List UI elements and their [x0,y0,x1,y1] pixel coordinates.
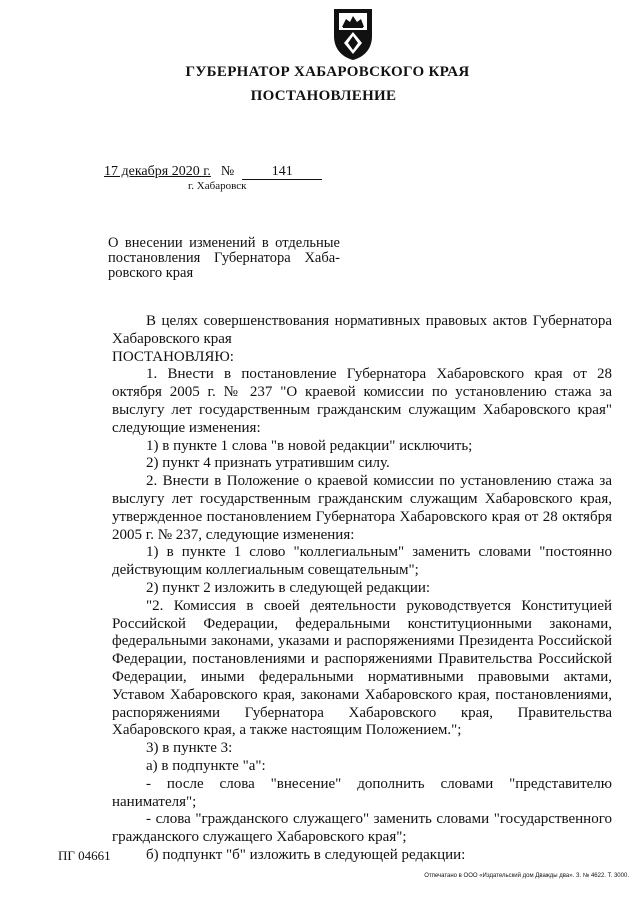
document-body [112,313,612,865]
subject-line: О внесении изменений в отдельные [108,235,340,251]
body-paragraph: 2) пункт 2 изложить в следующей редакции: [146,579,431,596]
document-number: 141 [242,165,322,180]
printer-imprint: Отпечатано в ООО «Издательский дом Дважды два». З. № 4622. Т. 3000. [424,873,629,879]
issue-city: г. Хабаровск [188,180,247,192]
body-paragraph: 3) в пункте 3: [146,740,233,757]
subject-line: постановления Губернатора Хаба- [108,250,340,266]
body-paragraph: - после слова "внесение" дополнить словами "представителю нанимателя"; [112,775,612,810]
body-paragraph: 1) в пункте 1 слово "коллегиальным" заменить словами "постоянно действующим коллегиальным совещательным"; [112,544,612,579]
preamble-paragraph: В целях совершенствования нормативных правовых актов Губернатора Хабаровского края [112,313,612,347]
document-date: 17 декабря 2020 г. [104,164,211,179]
document-subject [108,236,340,281]
requisites-line [104,164,322,180]
subject-line: ровского края [108,265,194,281]
body-paragraph: 2. Внести в Положение о краевой комиссии по установлению стажа за выслугу лет государственным гражданским служащим Хабаровского края, утвержденное постановлением Губернатора Хабаровского края от 28 октября 2005 г. № 237, следующие изменения: [112,473,612,543]
document-code: ПГ 04661 [58,848,111,863]
decree-keyword: ПОСТАНОВЛЯЮ: [112,348,234,365]
body-paragraph: 2) пункт 4 признать утратившим силу. [146,455,390,472]
body-paragraph: "2. Комиссия в своей деятельности руководствуется Конституцией Российской Федерации, федеральными конституционными законами, федеральными законами, указами и распоряжениями Президента Российской Федерации, постановлениями и распоряжениями Правительства Российской Федерации, иными федеральными нормативными правовыми актами, Уставом Хабаровского края, законами Хабаровского края, постановлениями, распоряжениями Губернатора Хабаровского края, Правительства Хабаровского края, а также настоящим Положением."; [112,597,612,739]
body-paragraph: б) подпункт "б" изложить в следующей редакции: [146,846,466,863]
body-paragraph: а) в подпункте "а": [146,757,266,774]
body-paragraph: 1. Внести в постановление Губернатора Хабаровского края от 28 октября 2005 г. № 237 "О краевой комиссии по установлению стажа за выслугу лет государственным гражданским служащим Хабаровского края" следующие изменения: [112,366,612,436]
authority-title: ГУБЕРНАТОР ХАБАРОВСКОГО КРАЯ [185,64,470,80]
body-paragraph: 1) в пункте 1 слова "в новой редакции" исключить; [146,437,473,454]
number-label: № [220,164,235,179]
body-paragraph: - слова "гражданского служащего" заменить словами "государственного гражданского служащего Хабаровского края"; [112,811,612,846]
coat-of-arms-icon [331,6,375,62]
document-type: ПОСТАНОВЛЕНИЕ [250,88,397,104]
